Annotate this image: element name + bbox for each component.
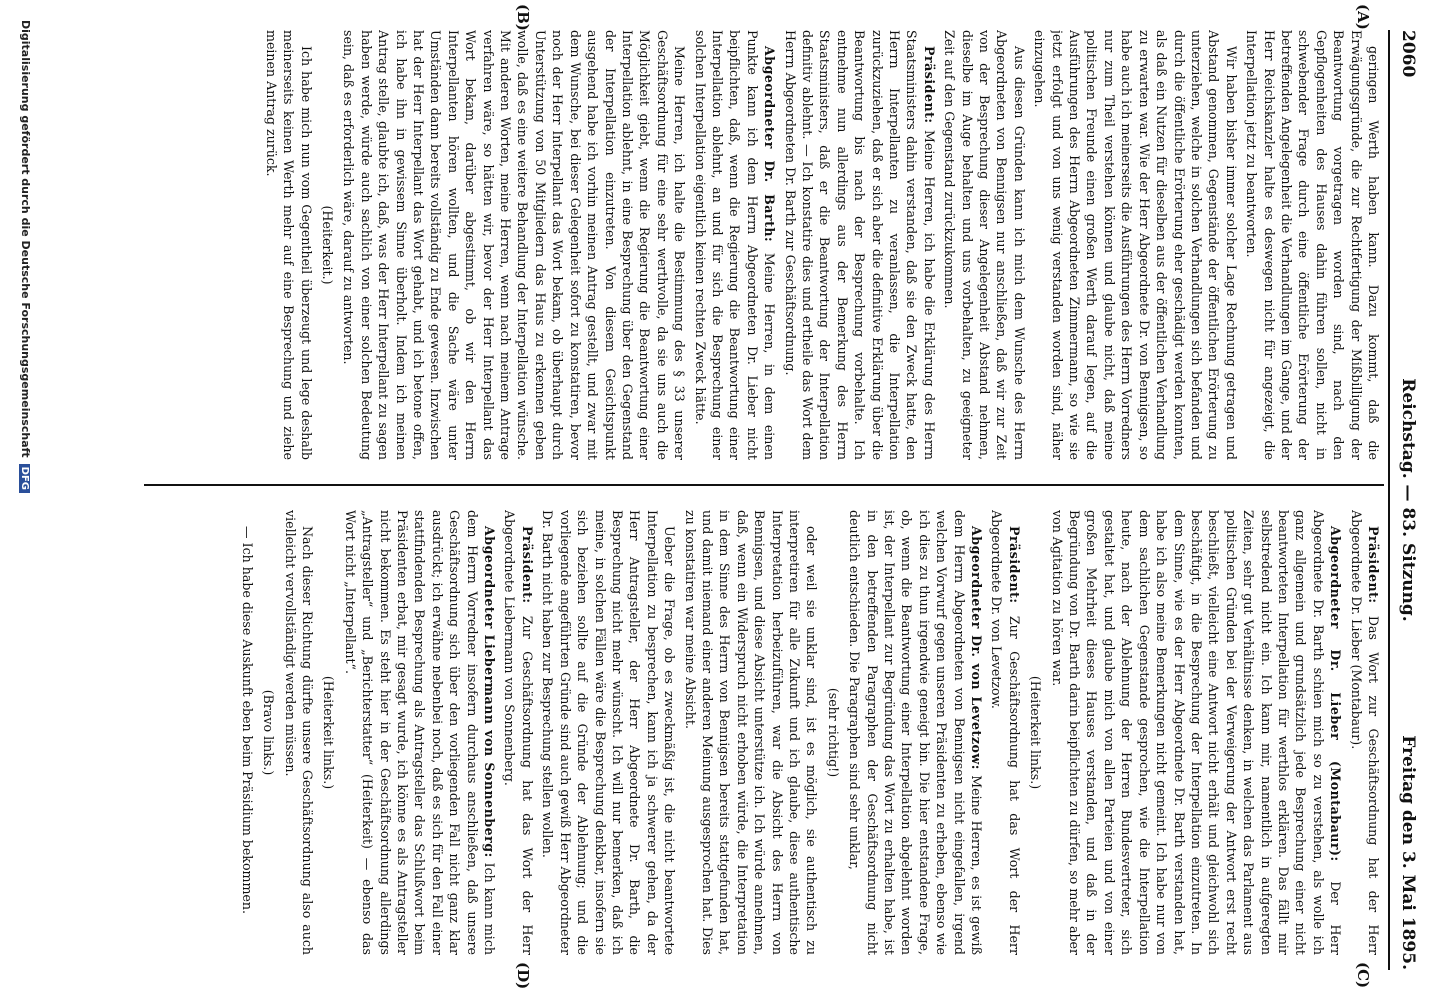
speech-barth-1 <box>691 30 778 460</box>
paragraph: Ich habe mich nun vom Gegentheil überzeugt und lege deshalb meinerseits keinen Werth mehr auf eine Besprechung und ziehe meinen Antrag zurück. <box>263 30 314 460</box>
speech-levetzow <box>846 510 985 955</box>
speech-text: Ich kann mich dem Herrn Vorredner insofern durchaus anschließen, daß unsere Geschäftsordnung sich über den vorliegenden Fall nicht ganz klar ausdrückt; ich erwähne nebenbei noch, daß es sich für den Fall einer stattfindenden Besprechung als Antragsteller das Schlußwort beim Präsidenten erbat, mir gesagt wurde, ich könne es als Antragsteller nicht bekommen. Es steht hier in der Geschäftsordnung allerdings „Antragsteller“ und „Berichterstatter“ (Heiterkeit) — ebenso das Wort nicht „Interpellant“. <box>342 510 498 955</box>
margin-mark-a: (A) <box>1354 4 1372 30</box>
stage-direction: (Heiterkeit links.) <box>1028 675 1044 790</box>
speaker-name: Abgeordneter Dr. Barth: <box>762 46 778 243</box>
session-date: Freitag den 3. Mai 1895. <box>1398 735 1418 970</box>
speech-text: Das Wort zur Geschäftsordnung hat der Herr Abgeordnete Dr. Lieber (Montabaur). <box>1348 510 1381 955</box>
speech-lieber <box>1048 510 1344 955</box>
speaker-name: Abgeordneter Dr. von Levetzow: <box>969 526 985 770</box>
digitization-credit <box>19 20 32 493</box>
speaker-name: Präsident: <box>1006 526 1022 604</box>
paragraph: Ueber die Frage, ob es zweckmäßig ist, die nicht beantwortete Interpellation zu besprechen, kann ich ja schwerer gehen, da der Herr Antragsteller, der Herr Abgeordnete Dr. Barth, die Besprechung nicht mehr wünscht. Ich will nur bemerken, daß ich meine, in solchen Fällen wäre die Besprechung denkbar, insofern sie sich beziehen sollte auf die Gründe der Ablehnung; und die vorliegende angeführten Gründe sind auch gewiß Herr Abgeordneter Dr. Barth nicht haben zur Besprechung stellen wollen. <box>540 510 678 955</box>
stage-direction: (Bravo links.) <box>261 689 277 776</box>
stage-direction: (Heiterkeit.) <box>320 205 336 285</box>
speech-president-1 <box>781 30 938 460</box>
stage-direction: (Heiterkeit links.) <box>321 675 337 790</box>
speaker-name: Präsident: <box>1366 526 1381 604</box>
speech-text: Meine Herren, es ist gewiß dem Herrn Abgeordneten von Bennigsen nicht eingefallen, irgend welchen Vorwurf gegen unseren Präsidenten zu erheben, ebenso wie ich dies zu thun irgendwie geneigt bin. Die hier entstandene Frage, ob, wenn die Beantwortung einer Interpellation abgelehnt worden ist, der Interpellant zur Begründung das Wort zu erhalten habe, ist in den betreffenden Paragraphen der Geschäftsordnung nicht deutlich entschieden. Die Paragraphen sind sehr unklar, <box>847 510 985 955</box>
speaker-name: Abgeordneter Dr. Lieber (Montabaur): <box>1328 526 1344 862</box>
speech-liebermann <box>341 510 498 955</box>
speech-president-2 <box>1347 510 1382 955</box>
speech-text: Zur Geschäftsordnung hat das Wort der Herr Abgeordnete Dr. von Levetzow. <box>989 510 1022 955</box>
margin-mark-c: (C) <box>1354 962 1372 989</box>
paragraph: Meine Herren, ich halte die Bestimmung des § 33 unserer Geschäftsordnung für eine sehr werthvolle, da sie uns auch die Möglichkeit giebt, wenn die Regierung die Beantwortung einer Interpellation ablehnt, in eine Besprechung über den Gegenstand der Interpellation einzutreten. Von diesem Gesichtspunkt ausgehend habe ich vorhin meinen Antrag gestellt, und zwar mit dem Wunsche, bei dieser Gelegenheit sofort zu konstatiren, bevor noch der Herr Interpellant das Wort bekam, ob überhaupt durch Unterstützung von 50 Mitgliedern das Haus zu erkennen geben wolle, daß es eine weitere Behandlung der Interpellation wünsche. Mit anderen Worten, meine Herren, wenn nach meinem Antrage verfahren wäre, so hätten wir, bevor der Herr Interpellant das Wort bekam, darüber abgestimmt, ob wir den Herrn Interpellanten hören wollten, und die Sache wäre unter Umständen dann bereits vollständig zu Ende gewesen. Inzwischen hat der Herr Interpellant das Wort gehabt, und ich betone offen, ich habe ihn in gewissem Sinne überholt. Indem ich meinen Antrag stelle, glaubte ich, daß, was der Herr Interpellant zu sagen haben werde, würde auch sachlich von einer solchen Bedeutung sein, daß es erforderlich wäre, darauf zu antworten. <box>341 30 688 460</box>
paragraph: — Ich habe diese Auskunft eben beim Präsidium bekommen. <box>239 526 255 914</box>
speech-president-4 <box>501 510 536 955</box>
speech-president-3 <box>988 510 1023 955</box>
paragraph: oder weil sie unklar sind, ist es möglich, sie authentisch zu interpretiren für alle Zukunft und ich glaube, diese authentische Interpretation herbeizuführen, war die Absicht des Herrn von Bennigsen, und diese Absicht unterstütze ich. Ich würde annehmen, daß, wenn ein Widerspruch nicht erhoben würde, die Interpretation in dem Sinne des Herrn von Bennigsen bereits stattgefunden hat, und damit niemand einer anderen Meinung ausgesprochen hat. Dies zu konstatiren war meine Absicht. <box>682 510 820 955</box>
right-column <box>152 510 1382 955</box>
margin-mark-d: (D) <box>514 962 532 990</box>
paragraph: Wir haben bisher immer solcher Lage Rechnung getragen und Abstand genommen, Gegenstände der öffentlichen Erörterung zu unterziehen, welche in solchen Verhandlungen sich befanden und durch die öffentliche Erörterung eher geschädigt werden konnten, als daß ein Nutzen für dieselben aus der öffentlichen Verhandlung zu erwarten war. Wie der Herr Abgeordnete Dr. von Bennigsen, so habe auch ich meinerseits die Ausführungen des Herrn Vorredners nur zum Theil verstehen können und glaube nicht, daß meine politischen Freunde einen großen Werth darauf legen, auf die Ausführungen des Herrn Abgeordneten Zimmermann, so wie sie jetzt erfolgt und von uns wenig verstanden worden sind, näher einzugehen. <box>1032 30 1239 460</box>
paragraph: Nach dieser Richtung dürfte unsere Geschäftsordnung also auch vielleicht vervollständigt werden müssen. <box>282 510 316 955</box>
session-title: Reichstag. — 83. Sitzung. <box>1398 378 1418 622</box>
paragraph: geringen Werth haben kann. Dazu kommt, daß die Erwägungsgründe, die zur Rechtfertigung der Mißbilligung der Beantwortung vorgetragen worden sind, nach den Gepflogenheiten des Hauses dahin führen sollen, nicht in schwebender Frage durch eine öffentliche Erörterung der betreffenden Angelegenheit die Verhandlungen im Gange, und der Herr Reichskanzler halte es deswegen nicht für angezeigt, die Interpellation jetzt zu beantworten. <box>1244 30 1381 460</box>
speech-text: Zur Geschäftsordnung hat das Wort der Herr Abgeordnete Liebermann von Sonnenberg. <box>502 510 535 955</box>
speaker-name: Präsident: <box>519 526 535 604</box>
speaker-name: Präsident: <box>921 46 937 124</box>
credit-text: Digitalisierung gefördert durch die Deutsche Forschungsgemeinschaft <box>19 20 32 458</box>
speech-text: Der Herr Abgeordnete Dr. Barth schien mich so zu verstehen, als wolle ich ganz allgemein und grundsätzlich jede Besprechung einer nicht beantworteten Interpellation für werthlos erklären. Das fällt mir selbstredend nicht ein. Ich kann mir, namentlich in aufgeregten Zeiten, sehr gut Verhältnisse denken, in welchen das Parlament aus politischen Gründen bei der Verweigerung der Antwort erst recht beschließt, vielleicht eine Antwort nicht erhält und gleichwohl sich beschäftigt, in die Besprechung der Interpellation einzutreten. In dem Sinne, wie es der Herr Abgeordnete Dr. Barth verstanden hat, habe ich also meine Bemerkungen nicht gemeint. Ich habe nur von dem sachlichen Gegenstande gesprochen, wie die Interpellation heute, nach der Ablehnung der Herren Bundesvertreter, sich gestaltet hat, und glaube mich von allen Parteien und von einer großen Mehrheit dieses Hauses verstanden, und daß in der Begründung von Dr. Barth darin beipflichten zu dürfen, so mehr aber von Agitation zu hören war. <box>1049 510 1344 955</box>
page-header <box>1388 30 1424 970</box>
speech-text: Meine Herren, in dem einen Punkte kann ich dem Herrn Abgeordneten Dr. Lieber nicht beipflichten, daß, wenn die Regierung die Beantwortung einer Interpellation ablehnt, an und für sich die Besprechung einer solchen Interpellation eigentlich keinen rechten Zweck hätte. <box>692 30 778 460</box>
column-divider <box>144 484 1384 486</box>
dfg-logo: DFG <box>19 464 30 493</box>
paragraph: Aus diesen Gründen kann ich mich dem Wunsche des Herrn Abgeordneten von Bennigsen nur anschließen, daß wir zur Zeit von der Besprechung dieser Angelegenheit Abstand nehmen, dieselbe im Auge behalten und uns vorbehalten, zu geeigneter Zeit auf den Gegenstand zurückzukommen. <box>942 30 1027 460</box>
speaker-name: Abgeordneter Liebermann von Sonnenberg: <box>482 526 498 858</box>
speech-text: Meine Herren, ich habe die Erklärung des Herrn Staatsministers dahin verstanden, daß sie den Zweck hatte, den Herrn Interpellanten zu veranlassen, die Interpellation zurückzuziehen, daß er sich aber die definitive Erklärung über die Beantwortung bis nach der Besprechung vorbehalte. Ich entnehme nun allerdings aus der Bemerkung des Herrn Staatsministers, daß er die Beantwortung der Interpellation definitiv ablehnt. — Ich konstatire dies und ertheile das Wort dem Herrn Abgeordneten Dr. Barth zur Geschäftsordnung. <box>782 30 937 460</box>
page-number: 2060 <box>1398 30 1418 78</box>
margin-mark-b: (B) <box>514 4 532 31</box>
left-column <box>152 30 1382 460</box>
stage-direction: (sehr richtig!) <box>825 687 841 778</box>
